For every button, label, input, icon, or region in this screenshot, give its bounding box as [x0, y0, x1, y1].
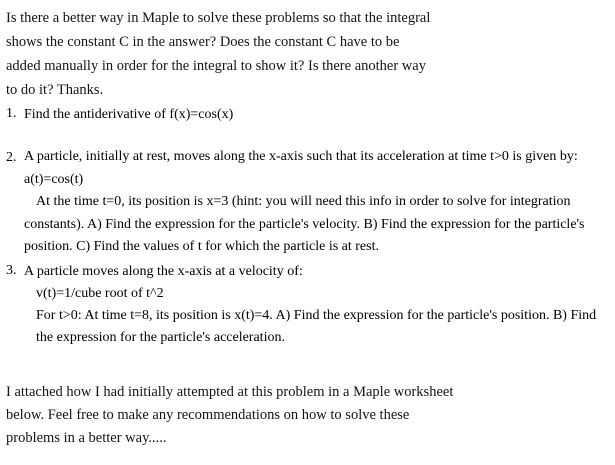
outro-line-3: problems in a better way..... — [6, 430, 167, 446]
intro-line-4: to do it? Thanks. — [6, 82, 104, 98]
problem-2-line-1: A particle, initially at rest, moves along the x-axis such that its acceleration at time t>0 is given by: — [24, 149, 578, 164]
intro-line-1: Is there a better way in Maple to solve these problems so that the integral — [6, 10, 431, 26]
problem-item-1 — [6, 104, 610, 126]
problem-1-body — [24, 104, 610, 126]
problem-item-3 — [6, 261, 610, 349]
intro-paragraph — [6, 6, 606, 102]
problem-2-line-2: a(t)=cos(t) — [24, 171, 84, 187]
problem-item-2 — [6, 146, 610, 259]
intro-line-2: shows the constant C in the answer? Does the constant C have to be — [6, 34, 400, 50]
problem-3-line-2: v(t)=1/cube root of t^2 — [36, 285, 164, 301]
problem-2-line-3: At the time t=0, its position is x=3 (hint: you will need this info in order to solve for integration — [36, 194, 571, 209]
problem-3-line-4: the expression for the particle's acceleration. — [36, 329, 285, 345]
problem-3-line-1: A particle moves along the x-axis at a velocity of: — [24, 263, 303, 279]
intro-line-3: added manually in order for the integral to show it? Is there another way — [6, 58, 426, 74]
problem-list — [6, 104, 610, 349]
problem-1-number: 1. — [6, 106, 17, 121]
problem-3-number: 3. — [6, 262, 17, 278]
problem-2-line-4: constants). A) Find the expression for the particle's velocity. B) Find the expression for the particle's — [24, 216, 585, 232]
outro-paragraph — [6, 381, 606, 450]
problem-1-line-1: Find the antiderivative of f(x)=cos(x) — [24, 107, 234, 122]
problem-2-number: 2. — [6, 150, 17, 165]
problem-2-line-5: position. C) Find the values of t for which the particle is at rest. — [24, 239, 379, 254]
problem-3-body — [24, 261, 610, 349]
problem-2-body — [24, 146, 610, 259]
outro-line-1: I attached how I had initially attempted at this problem in a Maple worksheet — [6, 384, 454, 400]
outro-line-2: below. Feel free to make any recommendations on how to solve these — [6, 407, 410, 423]
problem-3-line-3: For t>0: At time t=8, its position is x(t)=4. A) Find the expression for the particle's position. B) Find — [36, 307, 597, 323]
